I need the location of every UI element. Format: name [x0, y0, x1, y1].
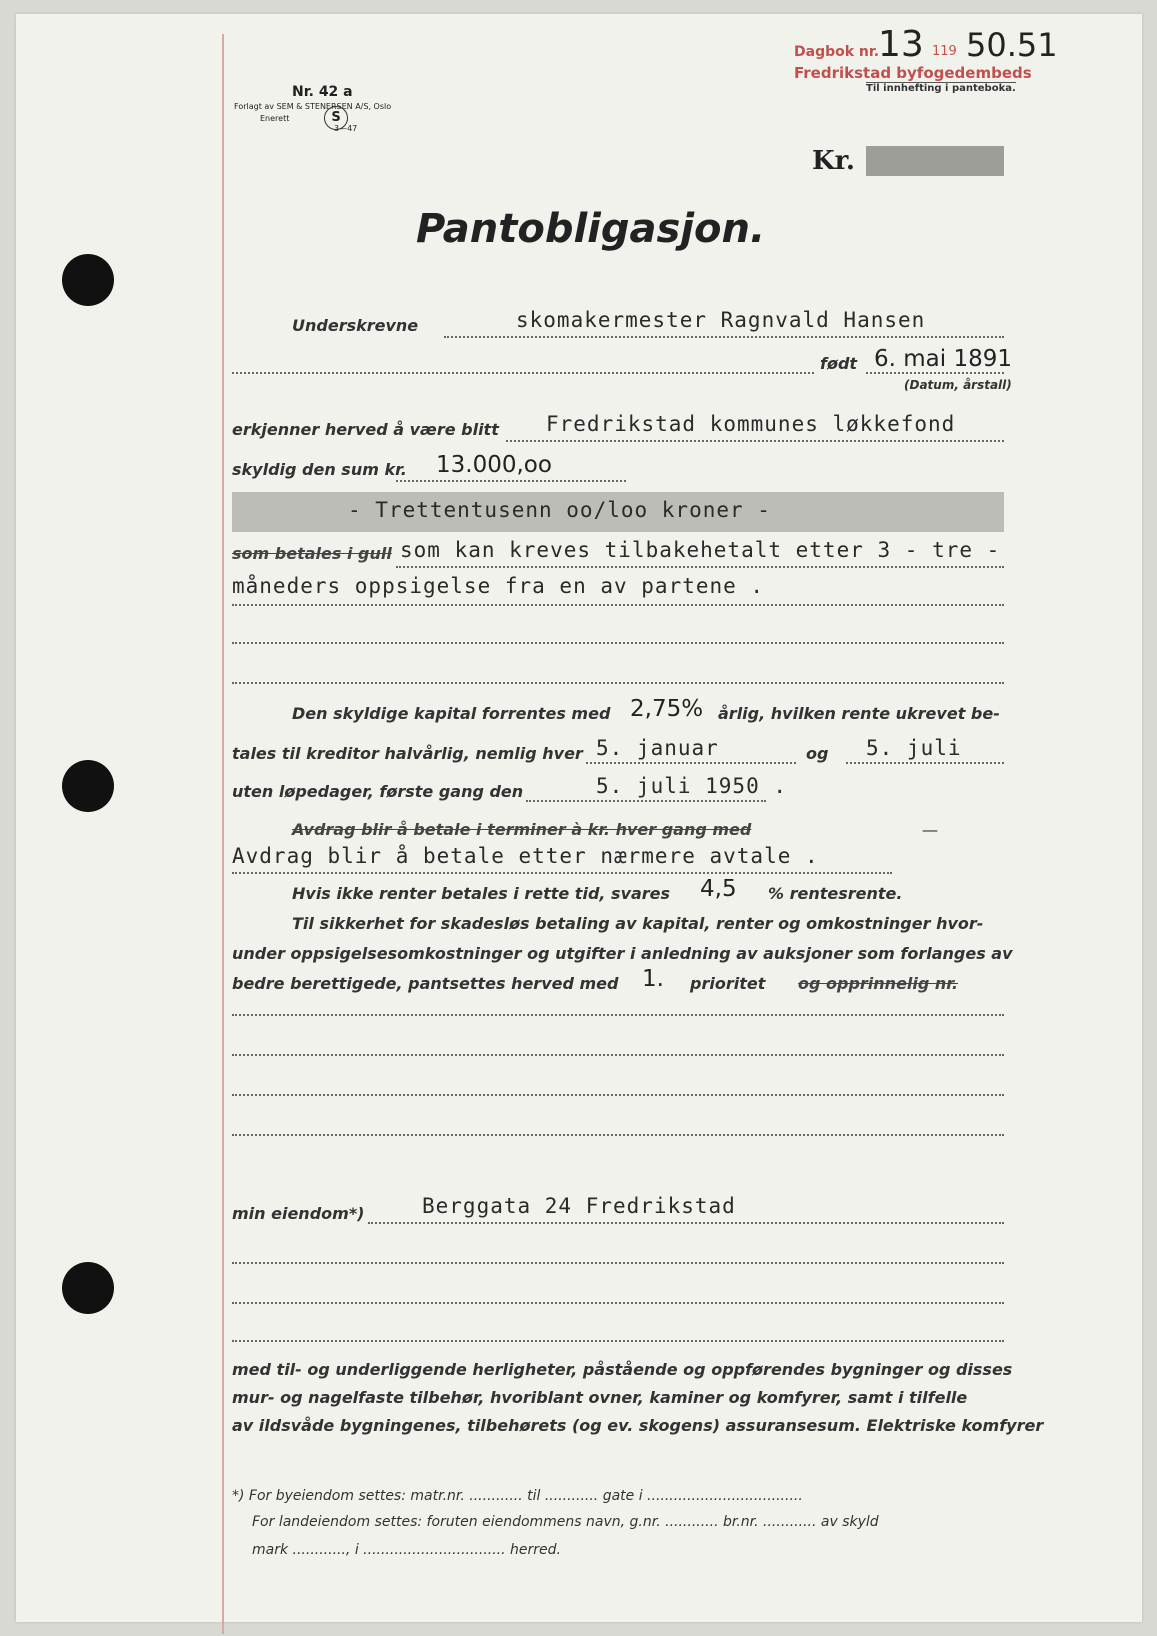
stamp-number: 13: [878, 24, 924, 65]
undersigned-value: skomakermester Ragnvald Hansen: [516, 308, 926, 332]
fill-line: [232, 682, 1004, 684]
footnote-line: For landeiendom settes: foruten eiendommens navn, g.nr. ............ br.nr. ............ av skyld: [252, 1514, 879, 1530]
interest-rate: 2,75%: [630, 696, 704, 722]
creditor-value: Fredrikstad kommunes løkkefond: [546, 412, 956, 436]
interest-text: årlig, hvilken rente ukrevet be-: [718, 704, 1000, 723]
interest-text: tales til kreditor halvårlig, nemlig hver: [232, 744, 583, 763]
fill-line: [586, 762, 796, 764]
creditor-label: erkjenner herved å være blitt: [232, 420, 499, 439]
interest-text: uten løpedager, første gang den: [232, 782, 524, 801]
fill-line: [232, 1340, 1004, 1342]
form-number: Nr. 42 a: [292, 84, 353, 100]
sum-value: 13.000,oo: [436, 452, 552, 478]
fill-line: [232, 372, 814, 374]
struck-priority: og opprinnelig nr.: [798, 974, 958, 993]
stamp-note: Til innhefting i panteboka.: [866, 83, 1016, 94]
struck-terms: som betales i gull: [232, 544, 392, 563]
born-label: født: [820, 354, 858, 373]
fill-line: [232, 1262, 1004, 1264]
fill-line: [232, 1054, 1004, 1056]
penalty-text: % rentesrente.: [768, 884, 903, 903]
terms-line-1: som kan kreves tilbakehetalt etter 3 - tre -: [400, 538, 1001, 562]
stamp-year: 50.51: [966, 26, 1058, 64]
publisher-logo-icon: S: [324, 106, 348, 130]
amount-box: [866, 146, 1004, 176]
fill-line: [444, 336, 1004, 338]
publisher-copyright: Enerett: [260, 114, 290, 123]
penalty-text: Hvis ikke renter betales i rette tid, svares: [292, 884, 671, 903]
interest-text: og: [806, 744, 829, 763]
stamp-office: Fredrikstad byfogedembeds: [794, 64, 1032, 82]
appurtenance-text: mur- og nagelfaste tilbehør, hvoriblant ovner, kaminer og komfyrer, samt i tilfelle: [232, 1388, 968, 1407]
first-payment-date: 5. juli 1950 .: [596, 774, 788, 798]
sum-label: skyldig den sum kr.: [232, 460, 407, 479]
security-text: bedre berettigede, pantsettes herved med: [232, 974, 619, 993]
punch-hole: [62, 760, 114, 812]
kr-label: Kr.: [812, 146, 855, 176]
fill-line: [368, 1222, 1004, 1224]
interest-date-2: 5. juli: [866, 736, 962, 760]
security-text: Til sikkerhet for skadesløs betaling av kapital, renter og omkostninger hvor-: [292, 914, 984, 933]
stamp-dagbok-label: Dagbok nr.: [794, 44, 880, 60]
punch-hole: [62, 1262, 114, 1314]
penalty-rate: 4,5: [700, 876, 737, 902]
document-title: Pantobligasjon.: [416, 206, 766, 252]
interest-date-1: 5. januar: [596, 736, 719, 760]
fill-line: [232, 604, 1004, 606]
repayment-text: Avdrag blir å betale etter nærmere avtale .: [232, 844, 819, 868]
fill-line: [232, 872, 892, 874]
fill-line: [232, 1302, 1004, 1304]
fill-line: [526, 800, 766, 802]
fill-line: [506, 440, 1004, 442]
sum-words: - Trettentusenn oo/loo kroner -: [348, 498, 771, 522]
priority-value: 1.: [642, 966, 664, 992]
property-value: Berggata 24 Fredrikstad: [422, 1194, 736, 1218]
footnote-line: mark ............, i ................................ herred.: [252, 1542, 561, 1558]
fill-line: [232, 1134, 1004, 1136]
security-text: prioritet: [690, 974, 766, 993]
interest-text: Den skyldige kapital forrentes med: [292, 704, 611, 723]
fill-line: [396, 566, 1004, 568]
publisher-line: Forlagt av SEM & STENERSEN A/S, Oslo: [234, 102, 392, 111]
punch-hole: [62, 254, 114, 306]
fill-line: [232, 1094, 1004, 1096]
appurtenance-text: av ildsvåde bygningenes, tilbehørets (og ev. skogens) assuransesum. Elektriske komfyrer: [232, 1416, 1044, 1435]
dash: —: [922, 820, 938, 839]
struck-installment: Avdrag blir å betale i terminer à kr. hver gang med: [292, 820, 752, 839]
fill-line: [232, 1014, 1004, 1016]
terms-line-2: måneders oppsigelse fra en av partene .: [232, 574, 765, 598]
appurtenance-text: med til- og underliggende herligheter, påstående og oppførendes bygninger og disses: [232, 1360, 1013, 1379]
fill-line: [866, 372, 1004, 374]
undersigned-label: Underskrevne: [292, 316, 419, 335]
fill-line: [396, 480, 626, 482]
document-page: [16, 14, 1142, 1622]
publisher-date: 3—47: [334, 124, 358, 133]
security-text: under oppsigelsesomkostninger og utgifter i anledning av auksjoner som forlanges av: [232, 944, 1013, 963]
fill-line: [846, 762, 1004, 764]
fill-line: [232, 642, 1004, 644]
footnote-line: *) For byeiendom settes: matr.nr. ............ til ............ gate i ...................................: [232, 1488, 803, 1504]
born-hint: (Datum, årstall): [904, 378, 1012, 392]
margin-rule: [222, 34, 224, 1634]
stamp-small-number: 119: [932, 44, 957, 59]
born-value: 6. mai 1891: [874, 346, 1012, 372]
property-label: min eiendom*): [232, 1204, 365, 1223]
